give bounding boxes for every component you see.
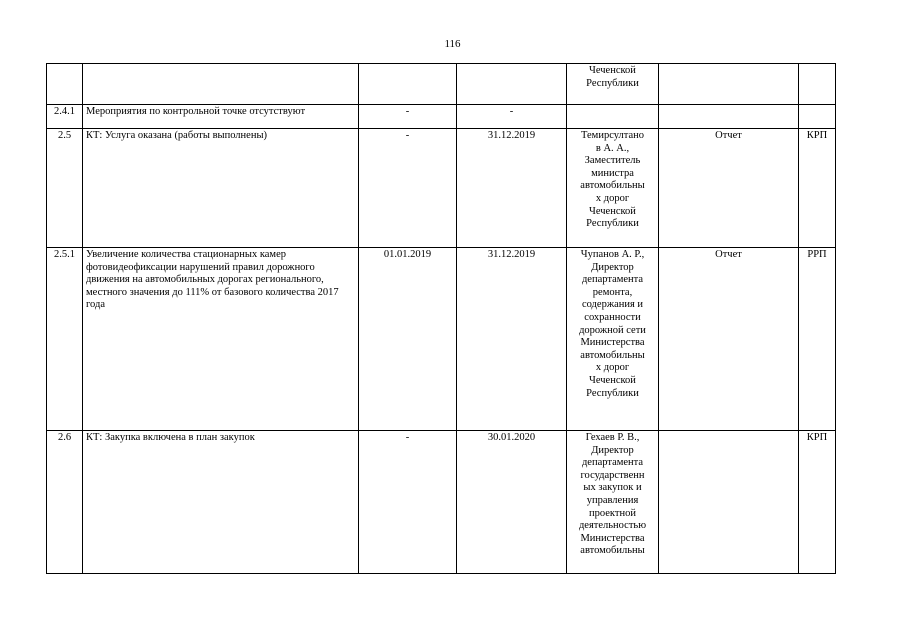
responsible-line: х дорог xyxy=(595,192,630,204)
table-row xyxy=(47,248,836,431)
responsible-line: Республики xyxy=(586,218,639,230)
cell-name: Увеличение количества стационарных камер фотовидеофиксации нарушений правил дорожного движения на автомобильных дорогах регионального, местного значения до 111% от базового количества 2017 года xyxy=(83,248,359,431)
responsible-line: х дорог xyxy=(595,362,630,374)
responsible-line: Гехаев Р. В., xyxy=(585,432,640,443)
cell-responsible xyxy=(567,431,659,574)
responsible-line: Республики xyxy=(586,77,639,89)
cell-name xyxy=(83,64,359,105)
cell-number: 2.5 xyxy=(47,129,83,248)
table-row xyxy=(47,431,836,574)
responsible-line: ремонта, xyxy=(592,286,633,298)
cell-start-date: - xyxy=(359,431,457,574)
responsible-line: проектной xyxy=(589,507,636,519)
cell-name: КТ: Закупка включена в план закупок xyxy=(83,431,359,574)
responsible-line: департамента xyxy=(581,457,644,469)
cell-start-date xyxy=(359,64,457,105)
responsible-line: деятельностью xyxy=(578,520,647,532)
cell-end-date: 30.01.2020 xyxy=(457,431,567,574)
responsible-line: департамента xyxy=(581,274,644,286)
responsible-line: автомобильны xyxy=(580,545,645,557)
cell-end-date: 31.12.2019 xyxy=(457,129,567,248)
cell-end-date: 31.12.2019 xyxy=(457,248,567,431)
responsible-line: ых закупок и xyxy=(583,482,642,494)
responsible-line: управления xyxy=(586,494,639,506)
responsible-line: Чеченской xyxy=(589,65,636,76)
plan-table xyxy=(46,63,836,574)
cell-start-date: 01.01.2019 xyxy=(359,248,457,431)
responsible-line: в А. А., xyxy=(595,142,630,154)
cell-number: 2.4.1 xyxy=(47,105,83,129)
cell-number xyxy=(47,64,83,105)
cell-document: Отчет xyxy=(659,129,799,248)
cell-document xyxy=(659,431,799,574)
table-row xyxy=(47,129,836,248)
cell-control-level: РРП xyxy=(799,248,836,431)
responsible-line: Министерства xyxy=(580,337,645,349)
cell-start-date: - xyxy=(359,129,457,248)
cell-control-level xyxy=(799,64,836,105)
cell-document: Отчет xyxy=(659,248,799,431)
cell-number: 2.6 xyxy=(47,431,83,574)
responsible-line: Министерства xyxy=(580,532,645,544)
cell-control-level: КРП xyxy=(799,129,836,248)
responsible-line: дорожной сети xyxy=(579,324,646,336)
page-number: 116 xyxy=(444,38,461,50)
responsible-line: Чеченской xyxy=(589,374,636,386)
responsible-line: Республики xyxy=(586,387,639,399)
cell-number: 2.5.1 xyxy=(47,248,83,431)
responsible-line: Чупанов А. Р., xyxy=(580,249,645,260)
cell-document xyxy=(659,105,799,129)
responsible-line: автомобильны xyxy=(580,180,645,192)
cell-responsible xyxy=(567,64,659,105)
table-row xyxy=(47,64,836,105)
responsible-line: содержания и xyxy=(581,299,644,311)
cell-control-level xyxy=(799,105,836,129)
table-row xyxy=(47,105,836,129)
responsible-line: автомобильны xyxy=(580,349,645,361)
responsible-line: Чеченской xyxy=(589,205,636,217)
responsible-line: государственн xyxy=(580,469,645,481)
cell-document xyxy=(659,64,799,105)
cell-control-level: КРП xyxy=(799,431,836,574)
responsible-line: Директор xyxy=(591,444,634,456)
responsible-line: сохранности xyxy=(584,311,641,323)
responsible-line: министра xyxy=(591,167,634,179)
cell-responsible xyxy=(567,248,659,431)
cell-start-date: - xyxy=(359,105,457,129)
cell-name: КТ: Услуга оказана (работы выполнены) xyxy=(83,129,359,248)
cell-name: Мероприятия по контрольной точке отсутствуют xyxy=(83,105,359,129)
cell-end-date: - xyxy=(457,105,567,129)
responsible-line: Темирсултано xyxy=(581,130,644,141)
cell-end-date xyxy=(457,64,567,105)
cell-responsible xyxy=(567,105,659,129)
responsible-line: Заместитель xyxy=(584,155,641,167)
responsible-line: Директор xyxy=(591,261,634,273)
cell-responsible xyxy=(567,129,659,248)
